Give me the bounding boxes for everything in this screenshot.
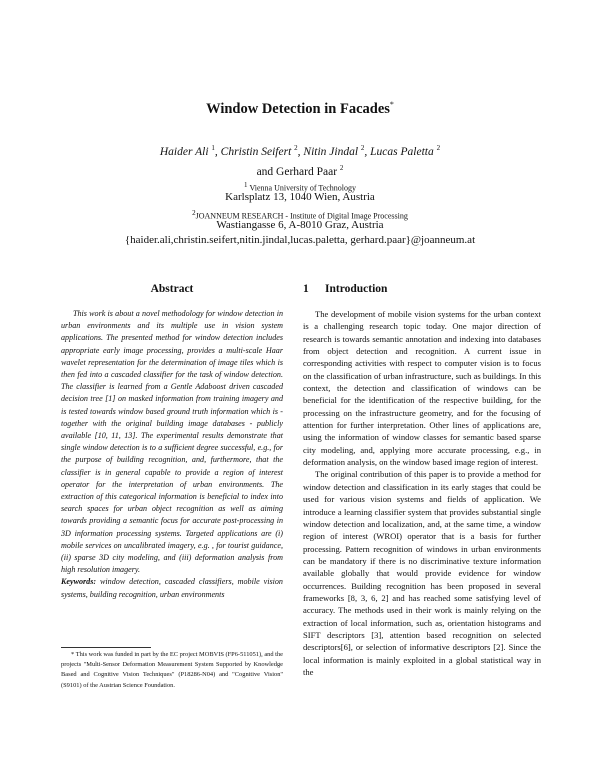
- author-mark: 2: [294, 144, 298, 152]
- introduction-paragraph-1: The development of mobile vision systems for the urban context is a challenging research topic today. One major direction of research is towards semantic annotation and indexing into databases from object detection and recognition. A current issue in corresponding activities with respect to computer vision is to focus on the classification of urban infrastructure, such as buildings. In this context, the detection and classification of windows can be beneficial for the identification of the respective building, for the processing on the infrastructure geometry, and for the focusing of attention for further interpretation. Other lines of applications are, using the information of window classes for semantic based sparse city modeling, and, applying more accurate processing, e.g., in deformation analysis, on the window based image region of interest.: [303, 309, 541, 468]
- author: Nitin Jindal: [303, 145, 359, 158]
- affiliation-mark: 2: [192, 209, 196, 217]
- author-mark: 2: [360, 144, 365, 152]
- keywords-label: Keywords:: [61, 577, 97, 587]
- affiliation-name: JOANNEUM RESEARCH - Institute of Digital Image Processing: [195, 211, 408, 221]
- affiliation-2-address: Wastiangasse 6, A-8010 Graz, Austria: [216, 219, 384, 231]
- affiliation-1-address: Karlsplatz 13, 1040 Wien, Austria: [225, 191, 375, 203]
- author: Haider Ali: [159, 145, 209, 158]
- abstract-body: [61, 308, 283, 601]
- paper-title: Window Detection in Facades*: [206, 100, 394, 117]
- author-mark: 2: [436, 144, 441, 152]
- author-mark: 2: [339, 163, 344, 172]
- affiliation-name: Vienna University of Technology: [249, 183, 357, 193]
- author: Lucas Paletta: [370, 145, 434, 158]
- keywords: [61, 576, 283, 600]
- author: Christin Seifert: [220, 145, 292, 158]
- author-mark: 1: [211, 144, 215, 152]
- abstract-paragraph: This work is about a novel methodology for window detection in urban environments and its multiple use in vision system applications. The presented method for window detection includes appropriate early image processing, provides a multi-scale Haar wavelet representation for the determination of image tiles which is then fed into a cascaded classifier for the task of window detection. The classifier is learned from a Gentle Adaboost driven cascaded decision tree [1] on masked information from training imagery and is tested towards window based ground truth information which is - together with the original building image databases - publicly available [10, 11, 13]. The experimental results demonstrate that single window detection is to a sufficient degree successful, e.g., for the purpose of building recognition, and, furthermore, that the classifier is in general capable to provide a region of interest operator for the interpretation of urban environments. The extraction of this categorical information is beneficial to index into search spaces for urban object recognition as well as aiming towards providing a semantic focus for accurate post-processing in 3D information processing systems. Targeted applications are (i) mobile services on uncalibrated imagery, e.g. , for tourist guidance, (ii) sparse 3D city modeling, and (iii) deformation analysis from high resolution imagery.: [61, 309, 283, 575]
- keywords-text: window detection, cascaded classifiers, mobile vision systems, building recognition, urban environments: [61, 577, 283, 599]
- author-list: [0, 140, 600, 180]
- introduction-heading: [303, 283, 387, 295]
- author: and Gerhard Paar: [256, 165, 338, 178]
- abstract-heading: Abstract: [150, 283, 194, 295]
- author-emails: {haider.ali,christin.seifert,nitin.jindal,lucas.paletta, gerhard.paar}@joanneum.at: [124, 234, 476, 246]
- introduction-body: [303, 308, 541, 678]
- footnote-rule: [61, 647, 151, 648]
- affiliation-mark: 1: [243, 181, 248, 189]
- introduction-paragraph-2: The original contribution of this paper is to provide a method for window detection and classification in its early stages that could be used for various vision systems and fields of application. We introduce a learning classifier system that provides substantial single window detection and localization, and, at the same time, a window region of interest (WROI) operator that is a basis for further processing. Pattern recognition of windows in urban environments can be mandatory if there is no discriminative texture information available globally that would provide evidence for window occurrences. Building recognition has been proposed in several frameworks [8, 3, 6, 2] and has reached some satisfying level of accuracy. The methods used in their work is mainly relying on the extraction of local information, such as, orientation histograms and SIFT descriptors [3], attention based recognition on selected descriptors[6], or selection of informative descriptors [2]. Since the local information is mainly exploited in a global statistical way in the: [303, 469, 541, 677]
- author-line-2: [0, 160, 600, 180]
- section-title: Introduction: [325, 283, 388, 295]
- author-line-1: Haider Ali $^1$, Christin Seifert $^2$, Nitin Jindal $^2$, Lucas Paletta $^2$: [159, 144, 441, 158]
- title-footnote-mark: *: [389, 100, 394, 109]
- funding-footnote: [61, 650, 283, 691]
- footnote-text: * This work was funded in part by the EC project MOBVIS (FP6-511051), and the projects "Multi-Sensor Deformation Measurement System Supported by Knowledge Based and Cognitive Vision Techniques" (P18286-N04) and "Cognitive Vision" (S9101) of the Austrian Science Foundation.: [61, 651, 283, 689]
- section-number: 1: [303, 283, 309, 295]
